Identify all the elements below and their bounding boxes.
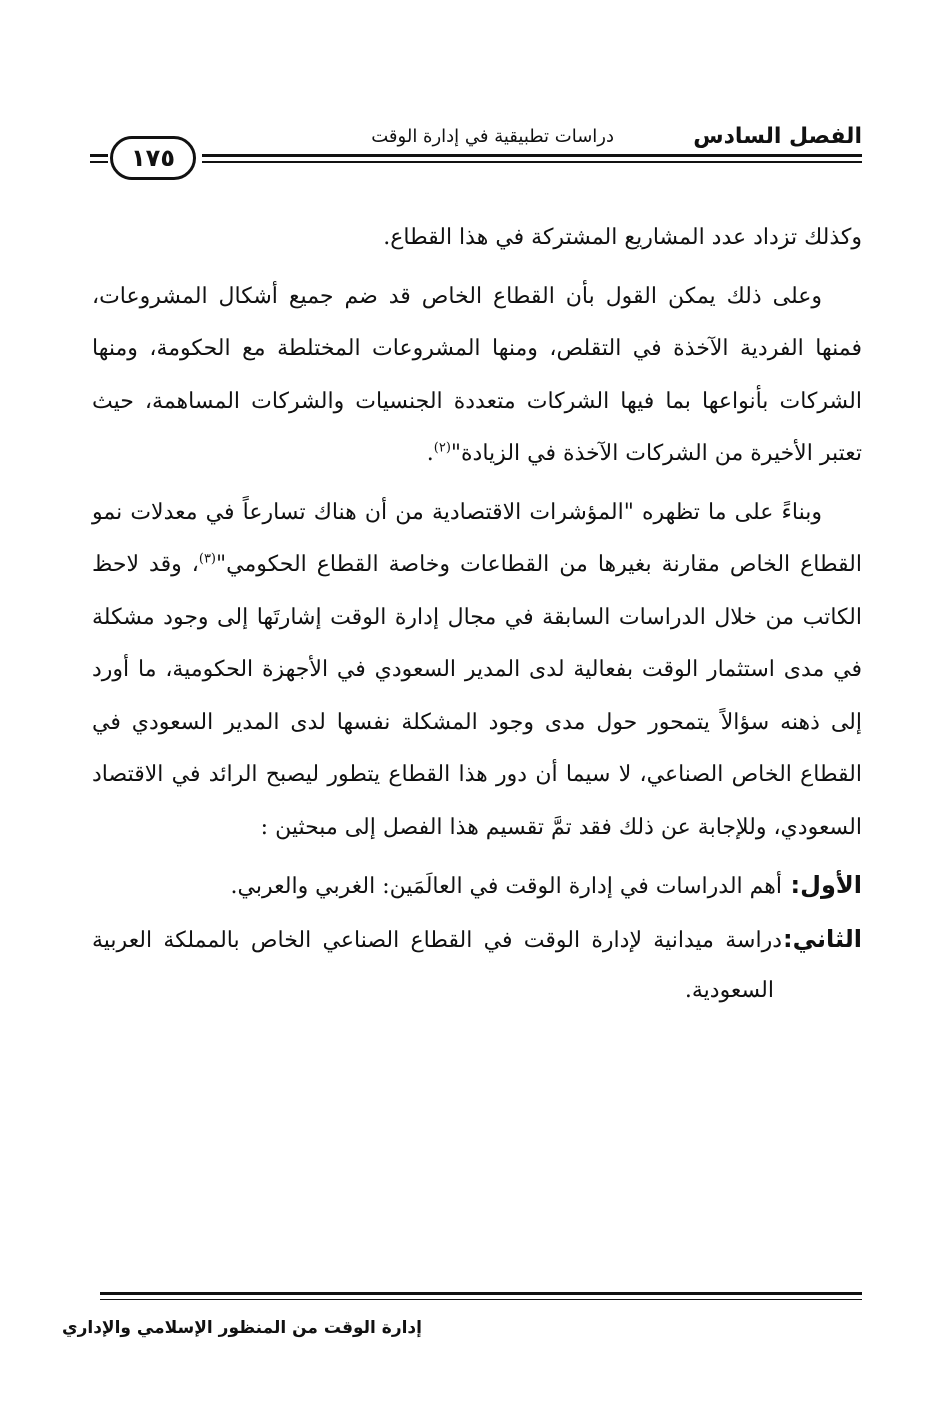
topic-text: دراسة ميدانية لإدارة الوقت في القطاع الصناعي الخاص بالمملكة العربية السعودية. (92, 928, 782, 1003)
paragraph (92, 271, 862, 481)
paragraph (92, 487, 862, 855)
topic-colon: : (783, 925, 793, 953)
topic-label-text: الثاني (792, 925, 862, 953)
paragraph (92, 212, 862, 265)
footnote-marker[interactable]: (٢) (433, 440, 451, 456)
chapter-title: الفصل السادس (693, 124, 862, 149)
paragraph-text-end: . (426, 441, 434, 466)
header-rule (202, 154, 862, 163)
topic-label (782, 860, 862, 910)
topic-item (92, 860, 862, 912)
paragraph-text: وبناءً على ما تظهره "المؤشرات الاقتصادية من أن هناك تسارعاً في معدلات نمو القطاع الخاص مقارنة بغيرها من القطاعات وخاصة القطاع الحكومي" (92, 499, 862, 577)
running-header (90, 112, 862, 192)
paragraph-text-continued: ، وقد لاحظ الكاتب من خلال الدراسات السابقة في مجال إدارة الوقت إشارتَها إلى وجود مشكلة في مدى استثمار الوقت بفعالية لدى المدير السعودي في الأجهزة الحكومية، ما أورد إلى ذهنه سؤالاً يتمحور حول مدى وجود المشكلة نفسها لدى المدير السعودي في القطاع الخاص الصناعي، لا سيما أن دور هذا القطاع يتطور ليصبح الرائد في الاقتصاد السعودي، وللإجابة عن ذلك فقد تمَّ تقسيم هذا الفصل إلى مبحثين : (92, 552, 863, 840)
paragraph-text: وكذلك تزداد عدد المشاريع المشتركة في هذا القطاع. (383, 225, 862, 250)
book-title: إدارة الوقت من المنظور الإسلامي والإداري (62, 1318, 422, 1338)
footer-rule (100, 1292, 862, 1300)
header-rule-end (90, 154, 108, 163)
topic-text: أهم الدراسات في إدارة الوقت في العالَمَين: الغربي والعربي. (230, 874, 782, 899)
footnote-marker[interactable]: (٣) (198, 551, 216, 567)
topic-label (782, 914, 862, 964)
topic-colon: : (790, 871, 801, 899)
topics-list (92, 860, 862, 1016)
topic-item (92, 914, 862, 1016)
paragraph-text: وعلى ذلك يمكن القول بأن القطاع الخاص قد ضم جميع أشكال المشروعات، فمنها الفردية الآخذة في التقلص، ومنها المشروعات المختلطة مع الحكومة، ومنها الشركات بأنواعها بما فيها الشركات متعددة الجنسيات والشركات المساهمة، حيث تعتبر الأخيرة من الشركات الآخذة في الزيادة" (92, 283, 862, 466)
topic-label-text: الأول (800, 871, 862, 899)
section-title: دراسات تطبيقية في إدارة الوقت (371, 126, 614, 147)
page-number: ١٧٥ (110, 136, 196, 180)
page-content (92, 212, 862, 1016)
